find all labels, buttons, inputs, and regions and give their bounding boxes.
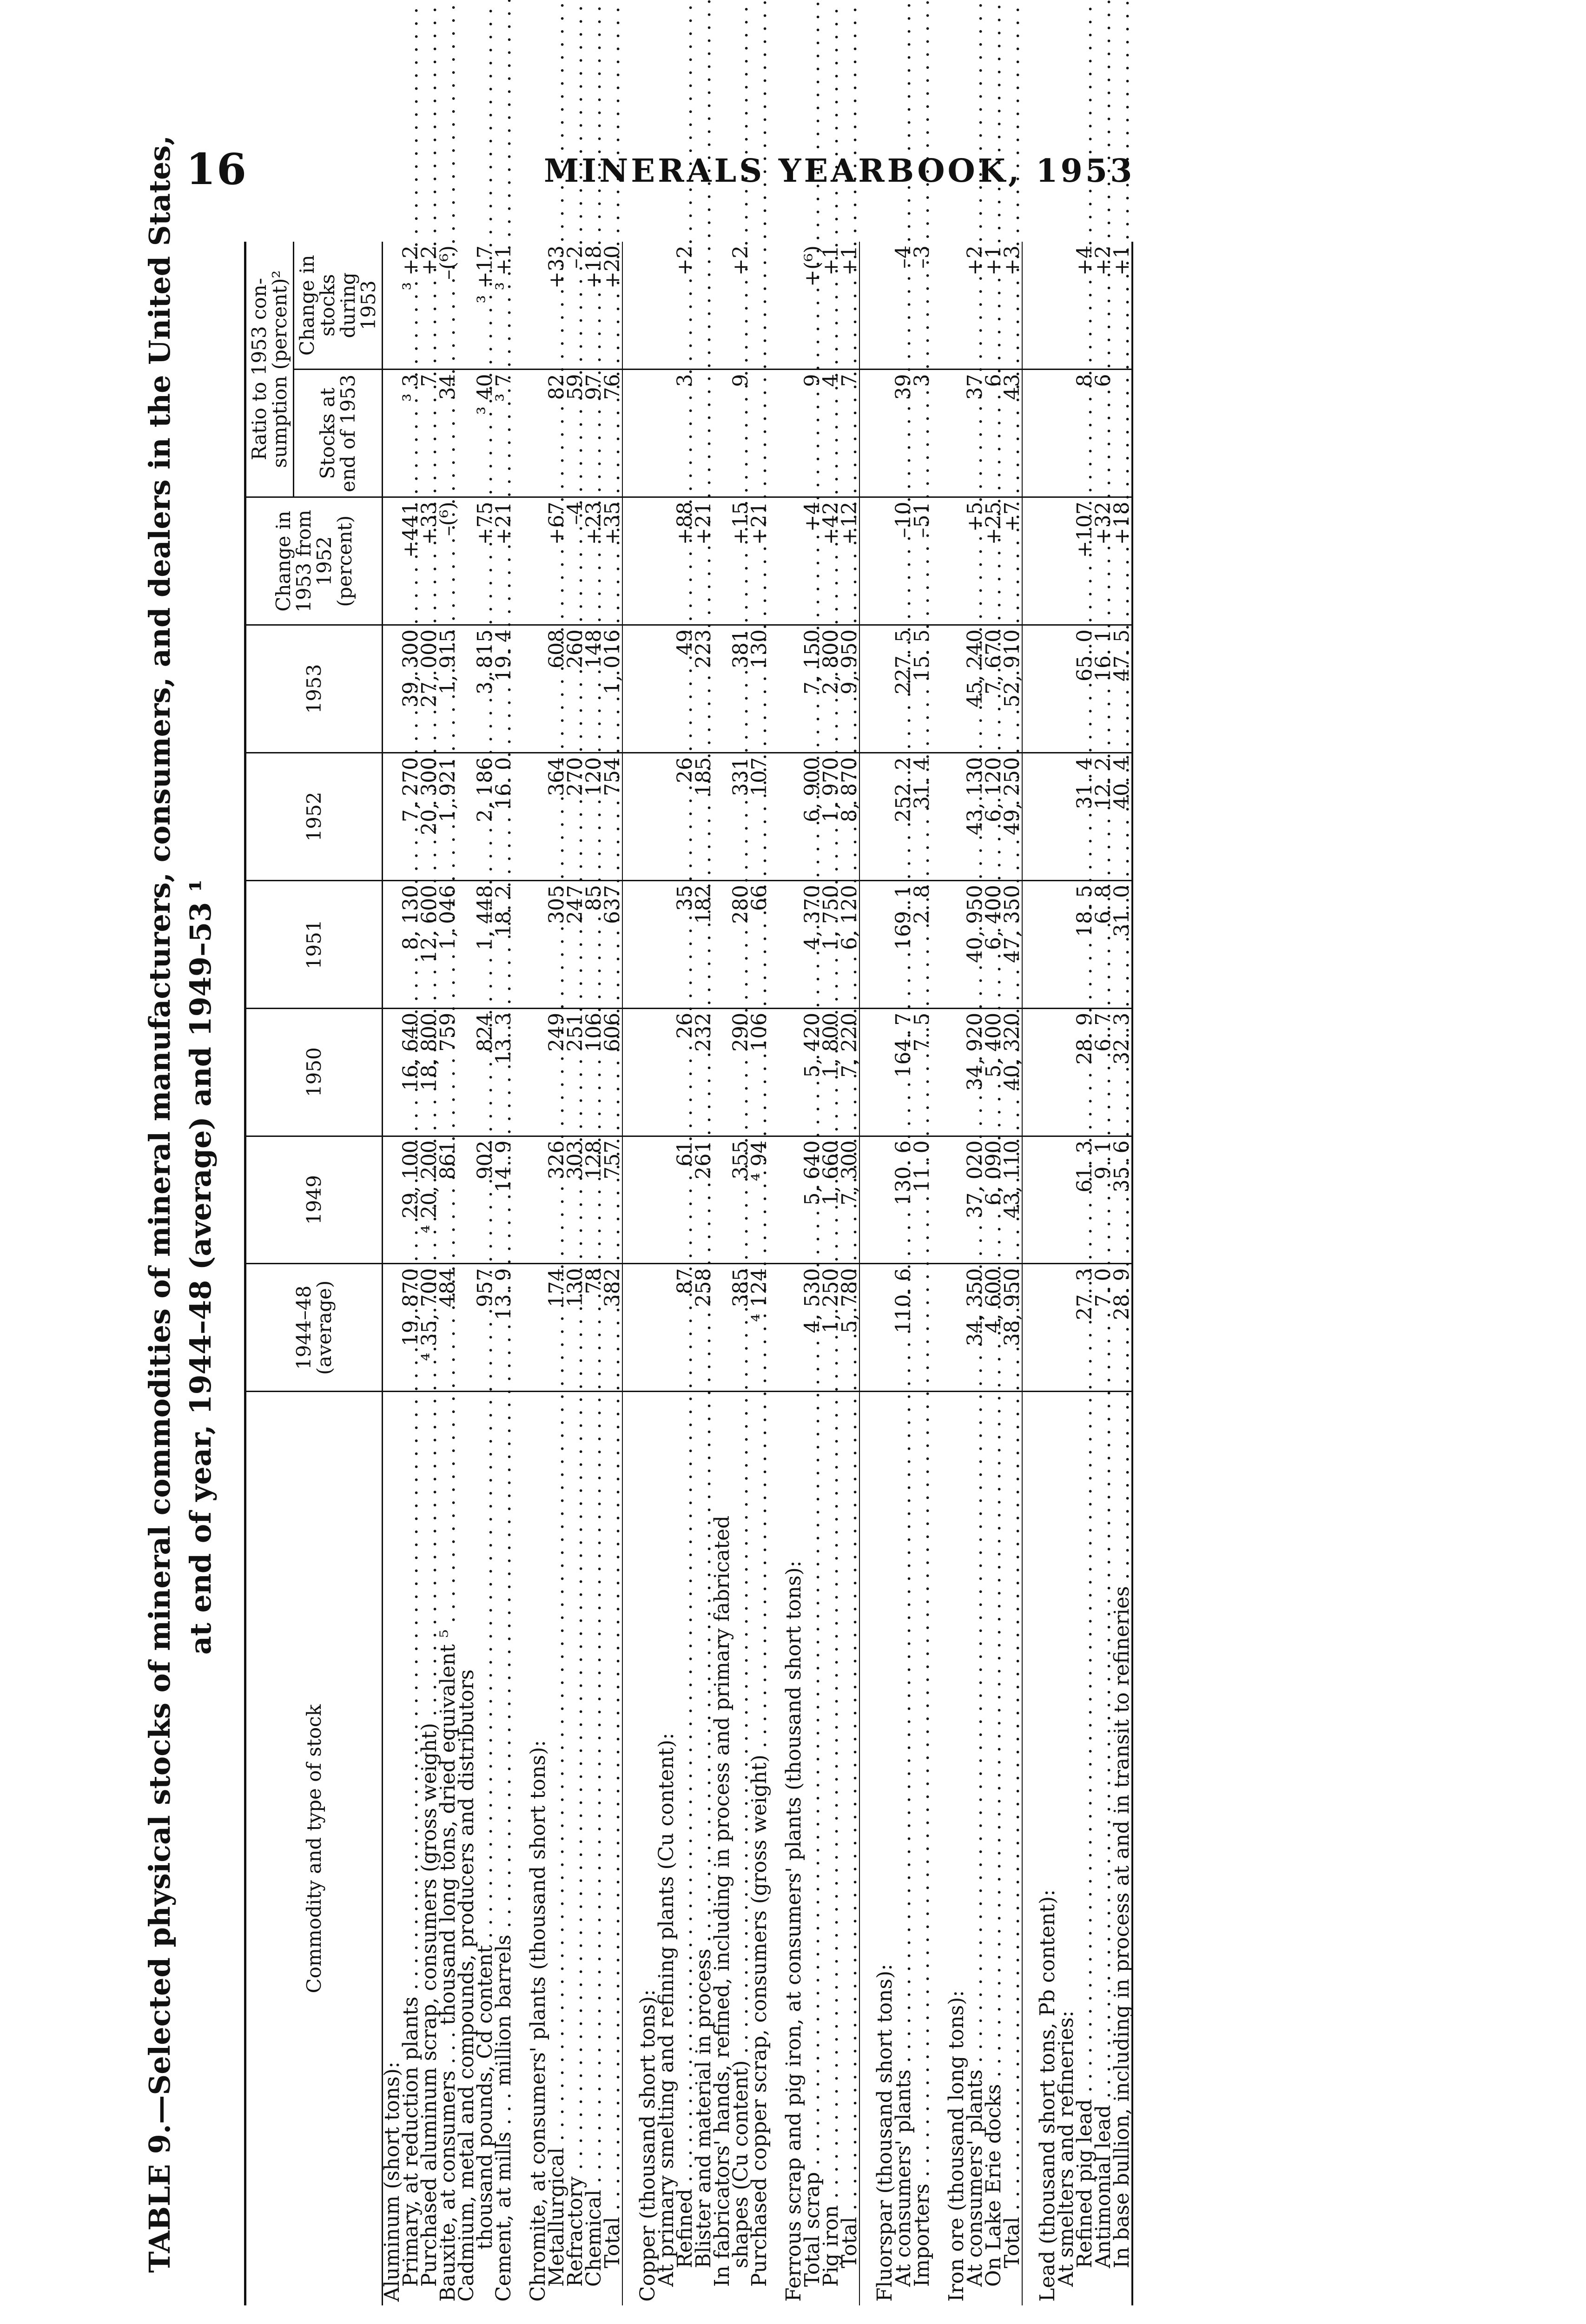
cell-col-5: 16. 1 — [1094, 625, 1113, 753]
cell-col-6: +75 — [476, 497, 495, 625]
row-label — [910, 1392, 934, 2305]
cell-col-7: 39 — [894, 370, 913, 497]
cell-col-7: 6 — [985, 370, 1003, 497]
cell-col-1 — [639, 1136, 657, 1264]
cell-col-5: 45, 240 — [966, 625, 985, 753]
cell-col-1: 355 — [732, 1136, 750, 1264]
row-label-text: Bauxite, at consumers . . . thousand long tons, dried equivalent ⁵ — [436, 1629, 460, 2302]
cell-col-7: 3 — [913, 370, 932, 497]
row-label-text: At smelters and refineries: — [1054, 2010, 1078, 2287]
cell-col-4: 364 — [548, 753, 566, 881]
cell-col-4: 6, 120 — [985, 753, 1003, 881]
cell-col-1: 128 — [585, 1136, 603, 1264]
cell-col-7: 8 — [1076, 370, 1094, 497]
cell-col-3: 1, 046 — [439, 880, 457, 1008]
cell-col-0: 1, 250 — [822, 1264, 840, 1392]
cell-col-5: 27, 000 — [420, 625, 439, 753]
cell-col-4: 8, 870 — [840, 753, 859, 881]
col-header-1949: 1949 — [245, 1136, 383, 1264]
col-header-1952: 1952 — [245, 753, 383, 881]
cell-col-8: +2 — [966, 242, 985, 370]
col-header-change: Change in 1953 from 1952 (percent) — [245, 497, 383, 625]
cell-col-4: 252. 2 — [894, 753, 913, 881]
row-label-text: Purchased aluminum scrap, consumers (gross weight) — [417, 1723, 441, 2287]
cell-col-1: 326 — [548, 1136, 566, 1264]
cell-col-1: 43, 110 — [1003, 1136, 1022, 1264]
row-label-text: Copper (thousand short tons): — [636, 1989, 660, 2302]
row-label — [1000, 1392, 1024, 2305]
cell-col-2: 1, 800 — [822, 1008, 840, 1136]
cell-col-1: 303 — [566, 1136, 585, 1264]
table-row — [1038, 242, 1057, 2305]
row-label-text: Fluorspar (thousand short tons): — [873, 1964, 897, 2302]
cell-col-6: –10 — [894, 497, 913, 625]
row-label-text: shapes (Cu content) — [729, 2060, 753, 2268]
cell-col-2: 34, 920 — [966, 1008, 985, 1136]
cell-col-7: 59 — [566, 370, 585, 497]
cell-col-1: 261 — [694, 1136, 713, 1264]
cell-col-0: 957 — [476, 1264, 495, 1392]
cell-col-2: 7, 220 — [840, 1008, 859, 1136]
cell-col-7: ³ 40 — [476, 370, 495, 497]
cell-col-7 — [639, 370, 657, 497]
cell-col-8: +33 — [548, 242, 566, 370]
cell-col-0: 19, 870 — [402, 1264, 420, 1392]
cell-col-8 — [639, 242, 657, 370]
cell-col-3: 18. 2 — [495, 880, 513, 1008]
cell-col-0 — [639, 1264, 657, 1392]
cell-col-4: 43, 130 — [966, 753, 985, 881]
cell-col-2: 40, 320 — [1003, 1008, 1022, 1136]
cell-col-7: 3 — [676, 370, 694, 497]
cell-col-4: 1, 970 — [822, 753, 840, 881]
cell-col-1: 11. 0 — [913, 1136, 932, 1264]
cell-col-1: 7, 300 — [840, 1136, 859, 1264]
col-header-ratio-group: Ratio to 1953 consumption (percent)² — [245, 242, 294, 497]
cell-col-3: 6, 400 — [985, 880, 1003, 1008]
cell-col-5: 260 — [566, 625, 585, 753]
cell-col-5: 52, 910 — [1003, 625, 1022, 753]
cell-col-8: +1 — [1113, 242, 1132, 370]
table-row — [750, 242, 769, 2305]
cell-col-5: 227. 5 — [894, 625, 913, 753]
cell-col-0: 258 — [694, 1264, 713, 1392]
cell-col-0 — [1038, 1264, 1057, 1392]
row-label-text: In base bullion, including in process at and in transit to refineries — [1110, 1586, 1134, 2268]
cell-col-6: –(⁶) — [439, 497, 457, 625]
cell-col-6: +12 — [840, 497, 859, 625]
cell-col-2: 106 — [585, 1008, 603, 1136]
row-label-text: Chemical — [582, 2190, 606, 2287]
cell-col-1: 61 — [676, 1136, 694, 1264]
cell-col-5: 49 — [676, 625, 694, 753]
cell-col-7: 37 — [966, 370, 985, 497]
cell-col-0: 385 — [732, 1264, 750, 1392]
cell-col-5: 47. 5 — [1113, 625, 1132, 753]
row-label-text: Aluminum (short tons): — [380, 2061, 404, 2302]
row-label-text: Antimonial lead — [1091, 2105, 1115, 2268]
cell-col-5: 3, 815 — [476, 625, 495, 753]
table-row — [495, 242, 513, 2305]
cell-col-8: –3 — [913, 242, 932, 370]
row-label-text: Refined pig lead — [1073, 2099, 1097, 2268]
cell-col-2: 32. 3 — [1113, 1008, 1132, 1136]
cell-col-5: 9, 950 — [840, 625, 859, 753]
cell-col-1: 861 — [439, 1136, 457, 1264]
cell-col-3: 4, 370 — [803, 880, 822, 1008]
cell-col-2: 16, 640 — [402, 1008, 420, 1136]
col-header-avg: 1944–48 (average) — [245, 1264, 383, 1392]
cell-col-0: 13. 9 — [495, 1264, 513, 1392]
cell-col-5: 608 — [548, 625, 566, 753]
cell-col-3: 12, 600 — [420, 880, 439, 1008]
cell-col-5: 7, 150 — [803, 625, 822, 753]
cell-col-7: 7 — [840, 370, 859, 497]
col-header-1951: 1951 — [245, 880, 383, 1008]
row-label-text: Blister and material in process — [692, 1948, 715, 2268]
cell-col-8: +18 — [585, 242, 603, 370]
cell-col-1: 902 — [476, 1136, 495, 1264]
cell-col-5: 148 — [585, 625, 603, 753]
cell-col-7: 43 — [1003, 370, 1022, 497]
cell-col-8: +2 — [1094, 242, 1113, 370]
row-label-text: In fabricators' hands, refined, including in process and primary fabricated — [710, 1515, 734, 2287]
cell-col-3: 247 — [566, 880, 585, 1008]
cell-col-2: 18, 800 — [420, 1008, 439, 1136]
cell-col-2 — [1038, 1008, 1057, 1136]
cell-col-8 — [1038, 242, 1057, 370]
cell-col-0: 38, 950 — [1003, 1264, 1022, 1392]
cell-col-3: 47, 350 — [1003, 880, 1022, 1008]
cell-col-4: 7, 270 — [402, 753, 420, 881]
cell-col-5: 1, 915 — [439, 625, 457, 753]
cell-col-4: 20, 300 — [420, 753, 439, 881]
cell-col-5: 223 — [694, 625, 713, 753]
row-label-text: On Lake Erie docks — [982, 2084, 1005, 2287]
table-row — [1003, 242, 1022, 2305]
cell-col-7: 9 — [732, 370, 750, 497]
cell-col-4: 40. 4 — [1113, 753, 1132, 881]
row-label-text: Cadmium, metal and compounds, producers and distributors — [455, 1669, 478, 2302]
cell-col-6: +88 — [676, 497, 694, 625]
cell-col-6: +23 — [585, 497, 603, 625]
cell-col-3: 1, 750 — [822, 880, 840, 1008]
cell-col-0: 5, 780 — [840, 1264, 859, 1392]
cell-col-8: +1 — [822, 242, 840, 370]
cell-col-2: 5, 400 — [985, 1008, 1003, 1136]
cell-col-8: ³ +2 — [402, 242, 420, 370]
cell-col-2: 759 — [439, 1008, 457, 1136]
table-body — [380, 242, 1134, 2305]
running-head: MINERALS YEARBOOK, 1953 — [544, 152, 1135, 190]
cell-col-8: +2 — [732, 242, 750, 370]
cell-col-8: ³ +1 — [495, 242, 513, 370]
row-label-text: Total — [1000, 2217, 1024, 2268]
cell-col-7: 9 — [803, 370, 822, 497]
cell-col-3: 6, 120 — [840, 880, 859, 1008]
row-label-text: Total — [601, 2217, 624, 2268]
cell-col-0: 27. 3 — [1076, 1264, 1094, 1392]
cell-col-6: +32 — [1094, 497, 1113, 625]
col-header-ratio-change: Change in stocks during 1953 — [294, 242, 383, 370]
cell-col-1: ⁴ 94 — [750, 1136, 769, 1264]
cell-col-0: 7. 0 — [1094, 1264, 1113, 1392]
cell-col-6 — [1038, 497, 1057, 625]
cell-col-1 — [1038, 1136, 1057, 1264]
cell-col-7: 6 — [1094, 370, 1113, 497]
row-label-text: Purchased copper scrap, consumers (gross weight) — [747, 1755, 771, 2287]
col-header-1953: 1953 — [245, 625, 383, 753]
cell-col-1: 5, 640 — [803, 1136, 822, 1264]
cell-col-1: 9. 1 — [1094, 1136, 1113, 1264]
cell-col-2: 249 — [548, 1008, 566, 1136]
cell-col-0: 130 — [566, 1264, 585, 1392]
cell-col-1: 757 — [603, 1136, 622, 1264]
cell-col-6: +15 — [732, 497, 750, 625]
cell-col-8: +1 — [840, 242, 859, 370]
row-label-text: Metallurgical — [545, 2147, 568, 2287]
cell-col-8: +2 — [676, 242, 694, 370]
cell-col-6: +67 — [548, 497, 566, 625]
cell-col-2: 606 — [603, 1008, 622, 1136]
row-label-text: Total — [838, 2217, 861, 2268]
col-header-1950: 1950 — [245, 1008, 383, 1136]
cell-col-6: +5 — [966, 497, 985, 625]
cell-col-8: +1 — [985, 242, 1003, 370]
cell-col-8: +3 — [1003, 242, 1022, 370]
cell-col-6: +25 — [985, 497, 1003, 625]
cell-col-3: 2. 8 — [913, 880, 932, 1008]
row-label-text: At consumers' plants — [963, 2069, 987, 2287]
cell-col-5: 39, 300 — [402, 625, 420, 753]
cell-col-6: +33 — [420, 497, 439, 625]
cell-col-3: 169. 1 — [894, 880, 913, 1008]
cell-col-5: 2, 800 — [822, 625, 840, 753]
cell-col-0: 4, 530 — [803, 1264, 822, 1392]
cell-col-3: 637 — [603, 880, 622, 1008]
cell-col-3: 6. 8 — [1094, 880, 1113, 1008]
cell-col-3: 305 — [548, 880, 566, 1008]
cell-col-3: 40, 950 — [966, 880, 985, 1008]
col-header-commodity: Commodity and type of stock — [245, 1392, 383, 2305]
cell-col-2: 5, 420 — [803, 1008, 822, 1136]
cell-col-3: 35 — [676, 880, 694, 1008]
cell-col-6: +21 — [750, 497, 769, 625]
cell-col-8: –(⁶) — [439, 242, 457, 370]
cell-col-0: 87 — [676, 1264, 694, 1392]
cell-col-2: 28. 9 — [1076, 1008, 1094, 1136]
table-row — [603, 242, 622, 2305]
cell-col-1: ⁴ 20, 200 — [420, 1136, 439, 1264]
cell-col-3: 182 — [694, 880, 713, 1008]
cell-col-1: 6, 090 — [985, 1136, 1003, 1264]
cell-col-6: +21 — [694, 497, 713, 625]
cell-col-7: 97 — [585, 370, 603, 497]
cell-col-3: 85 — [585, 880, 603, 1008]
cell-col-2: 106 — [750, 1008, 769, 1136]
cell-col-2: 7. 5 — [913, 1008, 932, 1136]
cell-col-6: +35 — [603, 497, 622, 625]
cell-col-0: 382 — [603, 1264, 622, 1392]
cell-col-1: 130. 6 — [894, 1136, 913, 1264]
row-label-text: Chromite, at consumers' plants (thousand short tons): — [526, 1740, 550, 2302]
cell-col-8: ³ +17 — [476, 242, 495, 370]
stocks-table — [244, 242, 1133, 2305]
cell-col-5 — [1038, 625, 1057, 753]
cell-col-3: 18. 5 — [1076, 880, 1094, 1008]
cell-col-7: 4 — [822, 370, 840, 497]
cell-col-3: 8, 130 — [402, 880, 420, 1008]
row-label-text: Ferrous scrap and pig iron, at consumers' plants (thousand short tons): — [782, 1560, 806, 2302]
cell-col-5: 130 — [750, 625, 769, 753]
cell-col-0: ⁴ 35, 700 — [420, 1264, 439, 1392]
row-label — [603, 1392, 622, 2305]
cell-col-6: –51 — [913, 497, 932, 625]
row-label-text: Total scrap — [800, 2172, 824, 2287]
cell-col-7 — [1038, 370, 1057, 497]
row-label-text: At consumers' plants — [892, 2069, 915, 2287]
cell-col-0: 110. 6 — [894, 1264, 913, 1392]
cell-col-4: 16. 0 — [495, 753, 513, 881]
cell-col-2: 232 — [694, 1008, 713, 1136]
cell-col-4: 1, 921 — [439, 753, 457, 881]
table-row — [1113, 242, 1132, 2305]
cell-col-4: 49, 250 — [1003, 753, 1022, 881]
table-row — [840, 242, 859, 2305]
cell-col-2: 251 — [566, 1008, 585, 1136]
cell-col-6: +7 — [1003, 497, 1022, 625]
cell-col-4 — [639, 753, 657, 881]
cell-col-8: +(⁶) — [803, 242, 822, 370]
row-label-text: Refractory — [563, 2176, 587, 2287]
cell-col-3: 66 — [750, 880, 769, 1008]
page-number: 16 — [186, 144, 248, 194]
table-title-line-2: at end of year, 1944–48 (average) and 1949–53 ¹ — [184, 879, 218, 1655]
row-label — [492, 1392, 515, 2305]
cell-col-4: 120 — [585, 753, 603, 881]
cell-col-7: ³ 3 — [402, 370, 420, 497]
cell-col-8: –2 — [566, 242, 585, 370]
row-label-text: Importers — [910, 2183, 934, 2287]
cell-col-1: 61. 3 — [1076, 1136, 1094, 1264]
cell-col-4 — [1038, 753, 1057, 881]
cell-col-2 — [639, 1008, 657, 1136]
cell-col-6 — [639, 497, 657, 625]
cell-col-1: 35. 6 — [1113, 1136, 1132, 1264]
cell-col-1: 37, 020 — [966, 1136, 985, 1264]
cell-col-5: 65. 0 — [1076, 625, 1094, 753]
cell-col-7: 34 — [439, 370, 457, 497]
cell-col-3: 1, 448 — [476, 880, 495, 1008]
cell-col-4: 270 — [566, 753, 585, 881]
row-label-text: thousand pounds, Cd content — [473, 1945, 497, 2250]
cell-col-4: 185 — [694, 753, 713, 881]
cell-col-0: 174 — [548, 1264, 566, 1392]
row-label-text: Pig iron — [819, 2205, 843, 2287]
cell-col-2: 13. 3 — [495, 1008, 513, 1136]
cell-col-3: 31. 0 — [1113, 880, 1132, 1008]
cell-col-3: 280 — [732, 880, 750, 1008]
row-label-text: Lead (thousand short tons, Pb content): — [1036, 1889, 1059, 2302]
cell-col-4: 31. 4 — [913, 753, 932, 881]
cell-col-4: 6, 900 — [803, 753, 822, 881]
row-label-text: Cement, at mills . . . million barrels — [492, 1934, 515, 2302]
cell-col-0: 28. 9 — [1113, 1264, 1132, 1392]
cell-col-6: +441 — [402, 497, 420, 625]
row-label-text: At primary smelting and refining plants (Cu content): — [654, 1733, 678, 2287]
cell-col-7: 82 — [548, 370, 566, 497]
cell-col-6: –4 — [566, 497, 585, 625]
cell-col-5: 7, 670 — [985, 625, 1003, 753]
cell-col-4: 12. 2 — [1094, 753, 1113, 881]
cell-col-0: 34, 350 — [966, 1264, 985, 1392]
cell-col-2: 824 — [476, 1008, 495, 1136]
cell-col-6: +4 — [803, 497, 822, 625]
cell-col-6: +107 — [1076, 497, 1094, 625]
cell-col-2: 26 — [676, 1008, 694, 1136]
cell-col-2: 164. 7 — [894, 1008, 913, 1136]
row-label — [1110, 1392, 1134, 2305]
cell-col-6: +21 — [495, 497, 513, 625]
cell-col-2: 6. 7 — [1094, 1008, 1113, 1136]
cell-col-1: 1, 660 — [822, 1136, 840, 1264]
cell-col-8: +4 — [1076, 242, 1094, 370]
cell-col-5 — [639, 625, 657, 753]
cell-col-2: 290 — [732, 1008, 750, 1136]
cell-col-3 — [1038, 880, 1057, 1008]
row-label-text: Primary, at reduction plants — [399, 1996, 423, 2287]
cell-col-4: 107 — [750, 753, 769, 881]
cell-col-8: +2 — [420, 242, 439, 370]
cell-col-4: 31. 4 — [1076, 753, 1094, 881]
row-label-text: Refined — [673, 2188, 697, 2268]
cell-col-7: 7 — [420, 370, 439, 497]
cell-col-3 — [639, 880, 657, 1008]
cell-col-1: 29, 100 — [402, 1136, 420, 1264]
cell-col-6: +18 — [1113, 497, 1132, 625]
row-label-text: Iron ore (thousand long tons): — [945, 1990, 968, 2302]
cell-col-4: 331 — [732, 753, 750, 881]
row-label — [840, 1392, 859, 2305]
cell-col-7: 76 — [603, 370, 622, 497]
cell-col-0: ⁴ 124 — [750, 1264, 769, 1392]
table-title-line-1: TABLE 9.—Selected physical stocks of mineral commodities of mineral manufacturers, consumers, and dealers in the United States, — [143, 135, 177, 2273]
cell-col-1: 14. 9 — [495, 1136, 513, 1264]
table-row — [913, 242, 932, 2305]
page-header — [0, 144, 1586, 200]
cell-col-8: –4 — [894, 242, 913, 370]
col-header-ratio-stocks: Stocks at end of 1953 — [294, 370, 383, 497]
cell-col-6: +42 — [822, 497, 840, 625]
row-label — [747, 1392, 771, 2305]
cell-col-4: 754 — [603, 753, 622, 881]
cell-col-0: 78 — [585, 1264, 603, 1392]
cell-col-5: 381 — [732, 625, 750, 753]
cell-col-0: 4, 600 — [985, 1264, 1003, 1392]
cell-col-0: 484 — [439, 1264, 457, 1392]
cell-col-4: 2, 186 — [476, 753, 495, 881]
cell-col-5: 19. 4 — [495, 625, 513, 753]
cell-col-5: 1, 016 — [603, 625, 622, 753]
cell-col-4: 26 — [676, 753, 694, 881]
cell-col-5: 15. 5 — [913, 625, 932, 753]
cell-col-7: ³ 7 — [495, 370, 513, 497]
cell-col-8: +20 — [603, 242, 622, 370]
